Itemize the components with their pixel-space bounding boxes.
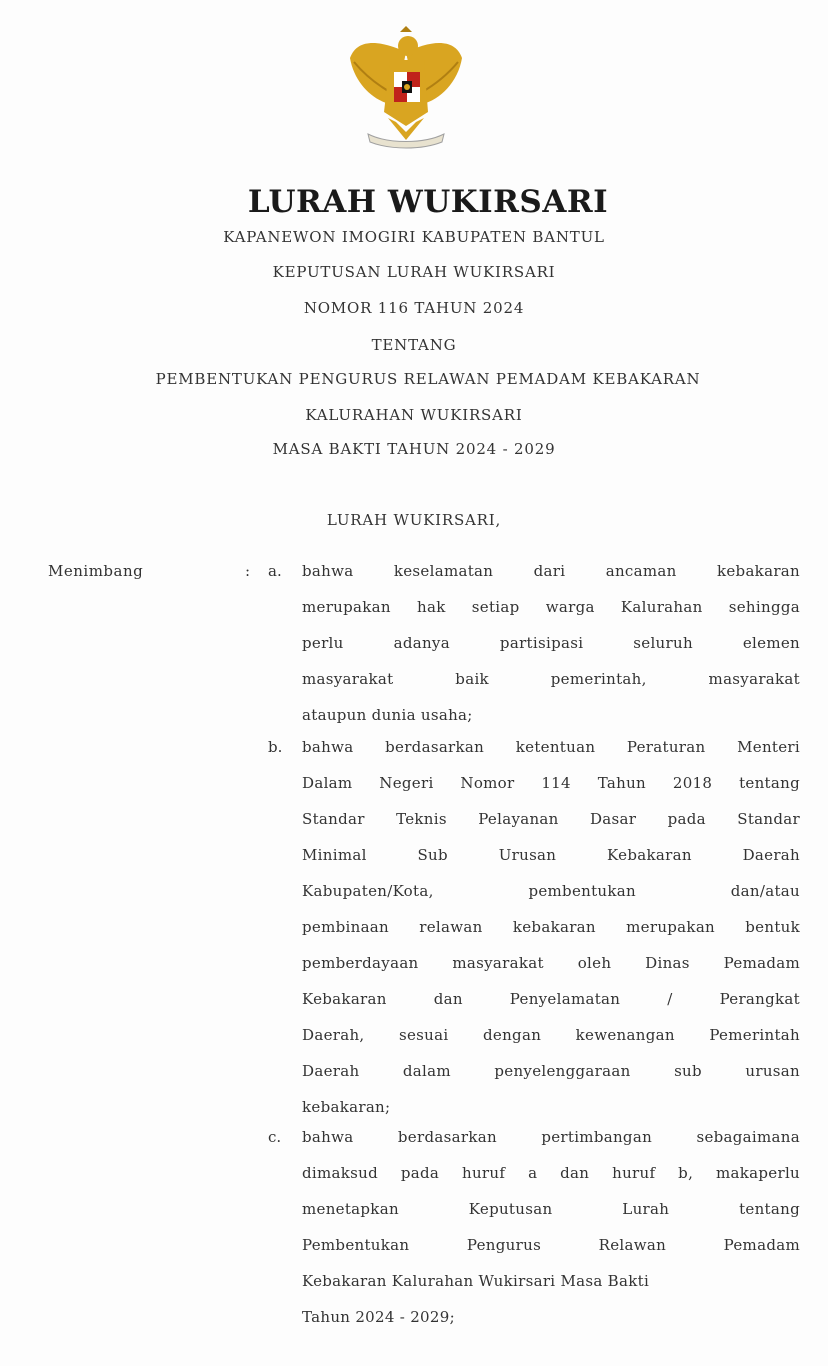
menimbang-colon: : (245, 562, 251, 580)
item-b-line: Kabupaten/Kota, pembentukan dan/atau (302, 882, 800, 900)
menimbang-label: Menimbang (48, 562, 144, 580)
item-a-letter: a. (268, 562, 282, 580)
header-region: KAPANEWON IMOGIRI KABUPATEN BANTUL (223, 228, 605, 246)
item-b-line: Dalam Negeri Nomor 114 Tahun 2018 tentang (302, 774, 800, 792)
item-a-line: masyarakat baik pemerintah, masyarakat (302, 670, 800, 688)
document-title: LURAH WUKIRSARI (247, 184, 609, 220)
item-c-body (302, 1119, 800, 1335)
item-a-line: ataupun dunia usaha; (302, 706, 473, 724)
header-subject: PEMBENTUKAN PENGURUS RELAWAN PEMADAM KEBAKARAN (155, 370, 701, 388)
item-b-line: Daerah dalam penyelenggaraan sub urusan (302, 1062, 800, 1080)
item-b-line: pembinaan relawan kebakaran merupakan bentuk (302, 918, 800, 936)
item-c-line: Kebakaran Kalurahan Wukirsari Masa Bakti (302, 1272, 650, 1290)
item-b-line: Daerah, sesuai dengan kewenangan Pemerintah (302, 1026, 800, 1044)
garuda-pancasila-emblem-icon (344, 22, 468, 150)
item-a-line: bahwa keselamatan dari ancaman kebakaran (302, 562, 800, 580)
item-b-body (302, 729, 800, 1125)
item-c-letter: c. (268, 1128, 282, 1146)
item-b-line: Standar Teknis Pelayanan Dasar pada Standar (302, 810, 800, 828)
signatory-heading: LURAH WUKIRSARI, (326, 511, 502, 529)
item-b-line: pemberdayaan masyarakat oleh Dinas Pemadam (302, 954, 800, 972)
item-b-line: Minimal Sub Urusan Kebakaran Daerah (302, 846, 800, 864)
header-decree-title: KEPUTUSAN LURAH WUKIRSARI (272, 263, 556, 281)
header-tentang: TENTANG (371, 336, 457, 354)
item-c-line: bahwa berdasarkan pertimbangan sebagaimana (302, 1128, 800, 1146)
item-a-line: perlu adanya partisipasi seluruh elemen (302, 634, 800, 652)
item-c-line: Tahun 2024 - 2029; (302, 1308, 455, 1326)
item-c-line: menetapkan Keputusan Lurah tentang (302, 1200, 800, 1218)
item-b-letter: b. (268, 738, 283, 756)
item-c-line: dimaksud pada huruf a dan huruf b, makaperlu (302, 1164, 800, 1182)
item-b-line: bahwa berdasarkan ketentuan Peraturan Menteri (302, 738, 800, 756)
item-a-body (302, 553, 800, 733)
header-service-period: MASA BAKTI TAHUN 2024 - 2029 (272, 440, 556, 458)
item-b-line: Kebakaran dan Penyelamatan / Perangkat (302, 990, 800, 1008)
header-decree-number: NOMOR 116 TAHUN 2024 (303, 299, 525, 317)
item-c-line: Pembentukan Pengurus Relawan Pemadam (302, 1236, 800, 1254)
item-b-line: kebakaran; (302, 1098, 391, 1116)
item-a-line: merupakan hak setiap warga Kalurahan sehingga (302, 598, 800, 616)
header-subject-place: KALURAHAN WUKIRSARI (305, 406, 523, 424)
